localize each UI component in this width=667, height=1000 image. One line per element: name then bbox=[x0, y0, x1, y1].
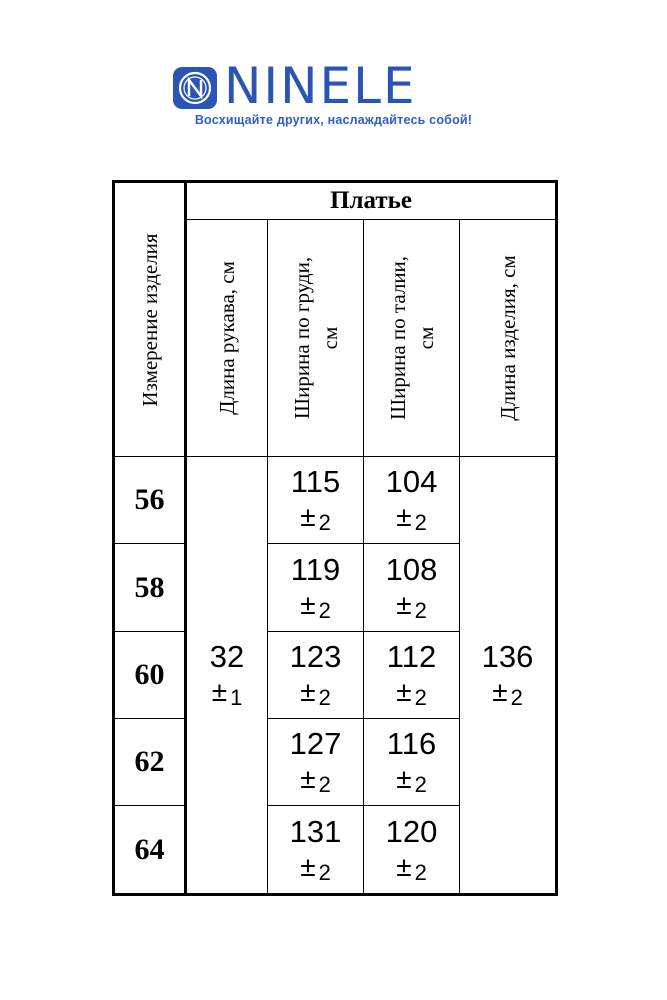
sleeve-length-header: Длина рукава, см bbox=[186, 220, 268, 457]
size-value: 60 bbox=[114, 631, 186, 718]
ninele-logo-icon bbox=[172, 66, 218, 110]
garment-length-value: 136 ± 2 bbox=[460, 457, 557, 895]
chest-width-value: 123 ± 2 bbox=[268, 631, 364, 718]
waist-width-value: 112 ± 2 bbox=[364, 631, 460, 718]
size-value: 64 bbox=[114, 806, 186, 895]
chest-width-header: Ширина по груди, см bbox=[268, 220, 364, 457]
garment-header: Платье bbox=[186, 182, 557, 220]
waist-width-value: 104 ± 2 bbox=[364, 457, 460, 544]
brand-name: NINELE bbox=[224, 57, 417, 115]
chest-width-value: 127 ± 2 bbox=[268, 719, 364, 806]
waist-width-value: 108 ± 2 bbox=[364, 544, 460, 631]
chest-width-value: 131 ± 2 bbox=[268, 806, 364, 895]
size-value: 62 bbox=[114, 719, 186, 806]
brand-tagline: Восхищайте других, наслаждайтесь собой! bbox=[194, 113, 473, 127]
size-chart-table bbox=[112, 180, 558, 896]
waist-width-value: 120 ± 2 bbox=[364, 806, 460, 895]
chest-width-value: 115 ± 2 bbox=[268, 457, 364, 544]
parameter-header: Измерение изделия bbox=[114, 182, 186, 457]
size-value: 58 bbox=[114, 544, 186, 631]
sleeve-length-value: 32 ± 1 bbox=[186, 457, 268, 895]
waist-width-value: 116 ± 2 bbox=[364, 719, 460, 806]
table-row bbox=[114, 457, 557, 544]
chest-width-value: 119 ± 2 bbox=[268, 544, 364, 631]
garment-length-header: Длина изделия, см bbox=[460, 220, 557, 457]
waist-width-header: Ширина по талии, см bbox=[364, 220, 460, 457]
size-value: 56 bbox=[114, 457, 186, 544]
brand-header bbox=[0, 0, 667, 140]
